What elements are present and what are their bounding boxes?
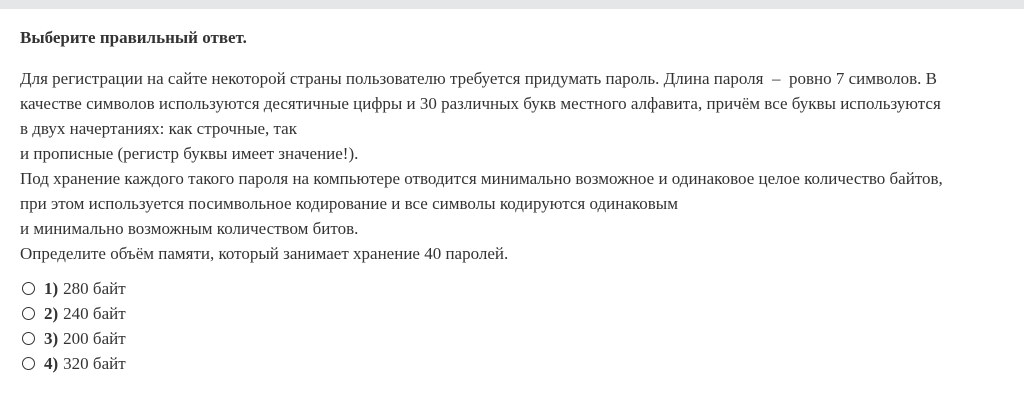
option-label: 280 байт [63,278,126,298]
option-number: 2) [44,303,59,323]
radio-button[interactable] [22,282,35,295]
question-line: в двух начертаниях: как строчные, так [20,119,297,138]
question-instruction: Выберите правильный ответ. [20,28,247,47]
question-line: Под хранение каждого такого пароля на компьютере отводится минимально возможное и одинаковое целое количество байтов, [20,169,943,188]
question-line: при этом используется посимвольное кодирование и все символы кодируются одинаковым [20,194,678,213]
question-text [20,66,1010,266]
question-line: и минимально возможным количеством битов. [20,219,359,238]
question-line: и прописные (регистр буквы имеет значение!). [20,144,359,163]
question-block [20,27,1010,266]
option-label: 200 байт [63,328,126,348]
radio-button[interactable] [22,357,35,370]
question-line: Для регистрации на сайте некоторой страны пользователю требуется придумать пароль. Длина пароля – ровно 7 символов. В [20,69,938,88]
option-number: 4) [44,353,59,373]
answer-option-4[interactable] [22,351,422,376]
option-number: 3) [44,328,59,348]
answer-options [22,276,422,376]
answer-option-3[interactable] [22,326,422,351]
option-label: 320 байт [63,353,126,373]
top-bar [0,0,1024,9]
option-number: 1) [44,278,59,298]
question-line: качестве символов используются десятичные цифры и 30 различных букв местного алфавита, причём все буквы используются [20,94,941,113]
radio-button[interactable] [22,307,35,320]
question-line: Определите объём памяти, который занимает хранение 40 паролей. [20,244,509,263]
answer-option-2[interactable] [22,301,422,326]
radio-button[interactable] [22,332,35,345]
answer-option-1[interactable] [22,276,422,301]
option-label: 240 байт [63,303,126,323]
